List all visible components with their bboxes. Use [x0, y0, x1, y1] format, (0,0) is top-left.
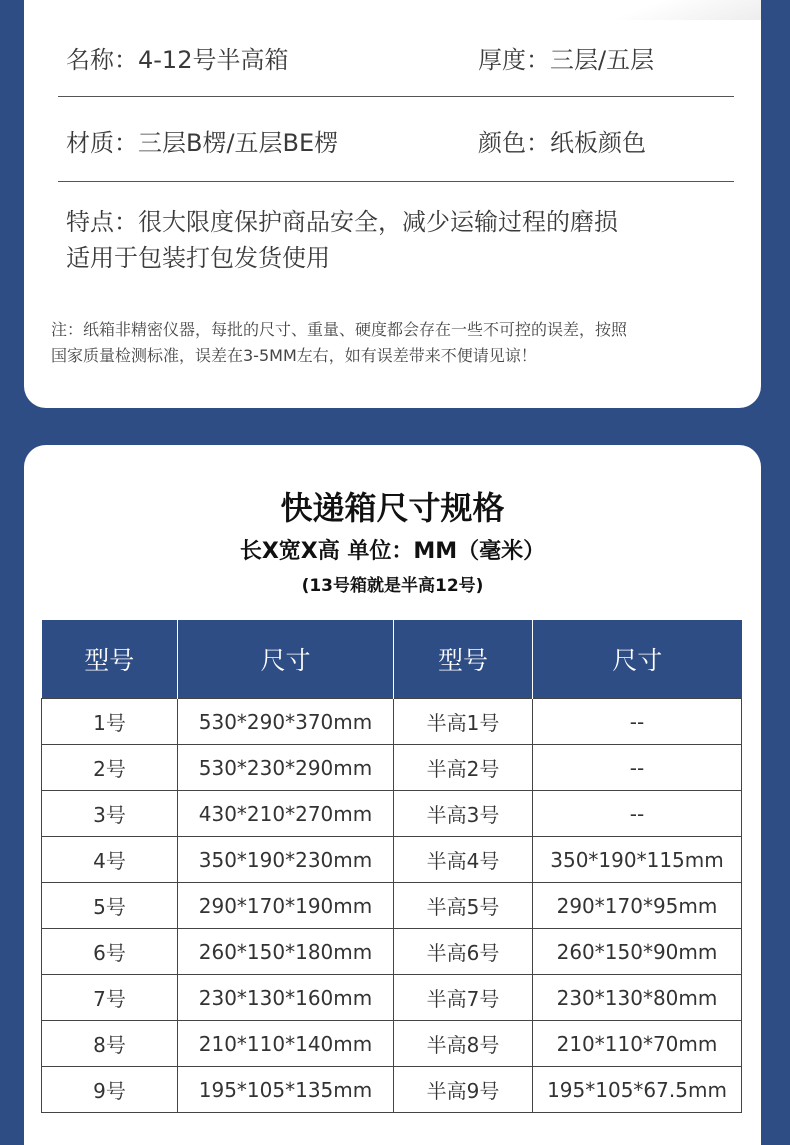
header-half-model: 型号: [394, 620, 533, 699]
cell-model: 2号: [42, 745, 178, 791]
table-row: [42, 929, 742, 975]
header-size: 尺寸: [178, 620, 394, 699]
cell-size: 350*190*230mm: [178, 837, 394, 883]
section-subtitle: 长X宽X高 单位：MM（毫米）: [239, 539, 546, 564]
cell-model: 8号: [42, 1021, 178, 1067]
cell-half-size: 350*190*115mm: [533, 837, 742, 883]
spec-material: 材质：三层B楞/五层BE楞: [66, 129, 339, 157]
cell-size: 530*230*290mm: [178, 745, 394, 791]
table-row: [42, 1021, 742, 1067]
cell-model: 6号: [42, 929, 178, 975]
cell-half-model: 半高8号: [394, 1021, 533, 1067]
cell-half-size: --: [533, 791, 742, 837]
table-header-row: [42, 620, 742, 699]
cell-model: 4号: [42, 837, 178, 883]
header-model: 型号: [42, 620, 178, 699]
note-line-2: 国家质量检测标准，误差在3-5MM左右，如有误差带来不便请见谅！: [51, 346, 537, 365]
table-row: [42, 699, 742, 745]
cell-size: 195*105*135mm: [178, 1067, 394, 1113]
cell-size: 290*170*190mm: [178, 883, 394, 929]
cell-half-size: 230*130*80mm: [533, 975, 742, 1021]
cell-size: 430*210*270mm: [178, 791, 394, 837]
cell-model: 7号: [42, 975, 178, 1021]
cell-model: 3号: [42, 791, 178, 837]
cell-model: 1号: [42, 699, 178, 745]
cell-half-size: --: [533, 745, 742, 791]
cell-half-model: 半高5号: [394, 883, 533, 929]
divider: [58, 96, 734, 97]
size-spec-card: [24, 445, 761, 1145]
cell-half-model: 半高6号: [394, 929, 533, 975]
table-row: [42, 975, 742, 1021]
cell-half-model: 半高3号: [394, 791, 533, 837]
disclaimer-note: [51, 317, 741, 369]
size-table: [41, 620, 742, 1113]
table-row: [42, 883, 742, 929]
table-row: [42, 791, 742, 837]
cell-half-model: 半高9号: [394, 1067, 533, 1113]
cell-size: 210*110*140mm: [178, 1021, 394, 1067]
feature-line-2: 适用于包装打包发货使用: [66, 244, 330, 272]
cell-size: 230*130*160mm: [178, 975, 394, 1021]
section-title: 快递箱尺寸规格: [280, 489, 505, 527]
corner-shade: [611, 0, 761, 20]
cell-half-size: 210*110*70mm: [533, 1021, 742, 1067]
product-spec-card: [24, 0, 761, 408]
cell-model: 9号: [42, 1067, 178, 1113]
note-line-1: 注：纸箱非精密仪器，每批的尺寸、重量、硬度都会存在一些不可控的误差，按照: [51, 320, 628, 339]
cell-model: 5号: [42, 883, 178, 929]
cell-half-model: 半高2号: [394, 745, 533, 791]
spec-feature: [66, 204, 618, 276]
header-half-size: 尺寸: [533, 620, 742, 699]
cell-half-model: 半高7号: [394, 975, 533, 1021]
spec-color: 颜色：纸板颜色: [478, 129, 646, 157]
cell-half-model: 半高4号: [394, 837, 533, 883]
cell-half-size: 260*150*90mm: [533, 929, 742, 975]
cell-size: 260*150*180mm: [178, 929, 394, 975]
section-remark: (13号箱就是半高12号): [301, 576, 484, 596]
table-row: [42, 837, 742, 883]
cell-half-model: 半高1号: [394, 699, 533, 745]
spec-name: 名称：4-12号半高箱: [66, 46, 289, 74]
cell-half-size: 290*170*95mm: [533, 883, 742, 929]
cell-size: 530*290*370mm: [178, 699, 394, 745]
cell-half-size: 195*105*67.5mm: [533, 1067, 742, 1113]
cell-half-size: --: [533, 699, 742, 745]
spec-thickness: 厚度：三层/五层: [478, 46, 655, 74]
divider: [58, 181, 734, 182]
feature-line-1: 特点：很大限度保护商品安全，减少运输过程的磨损: [66, 208, 618, 236]
table-row: [42, 1067, 742, 1113]
table-row: [42, 745, 742, 791]
